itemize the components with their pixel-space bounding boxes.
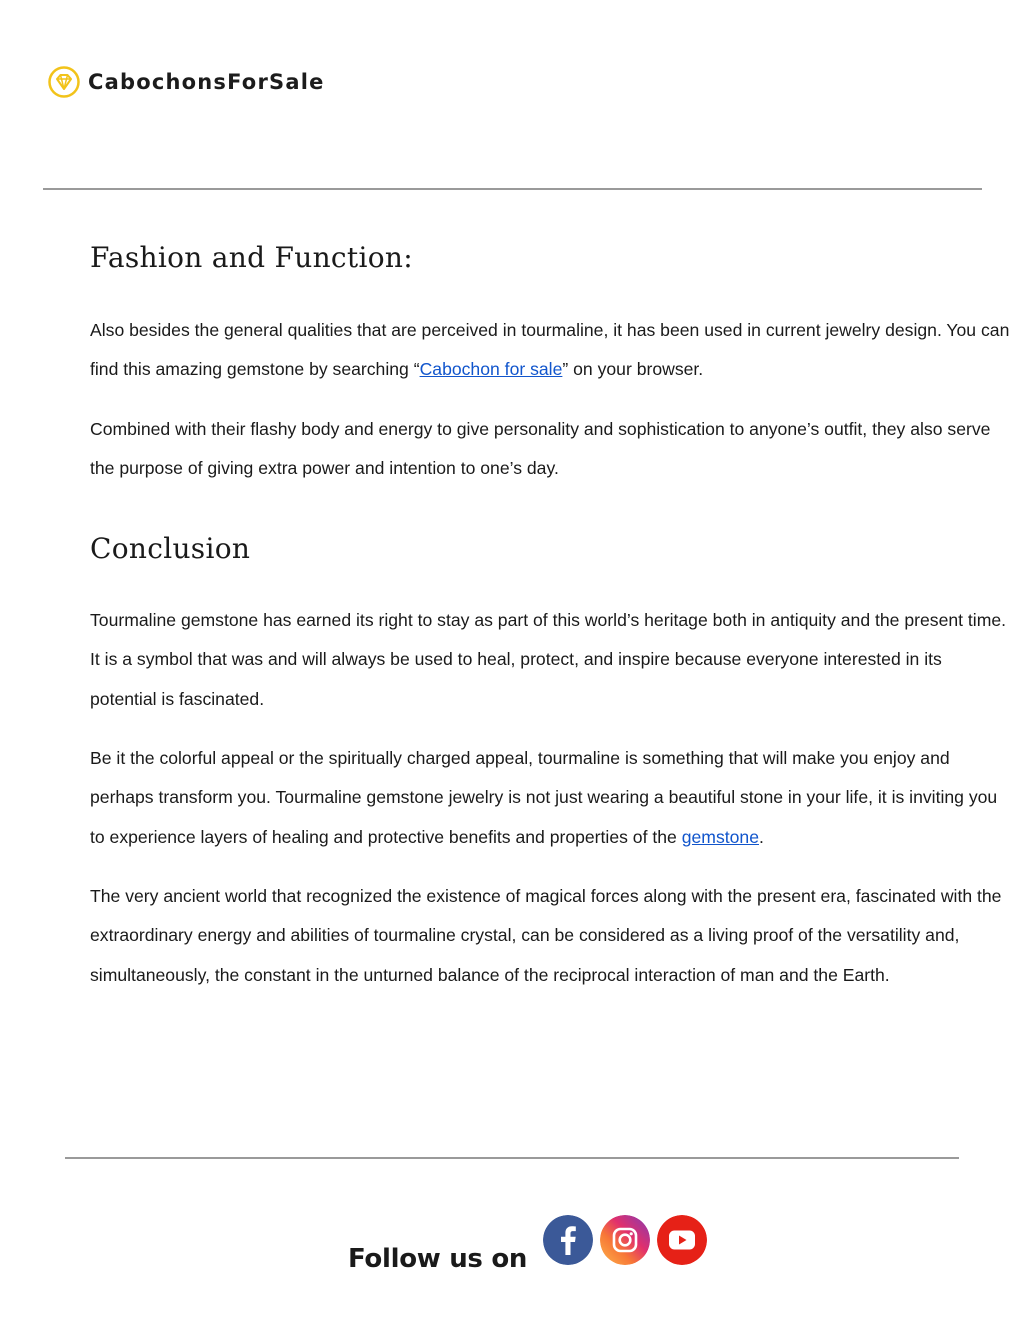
- paragraph-text: ” on your browser.: [562, 359, 704, 380]
- facebook-icon[interactable]: [543, 1215, 593, 1265]
- paragraph: [90, 739, 1010, 857]
- gemstone-link[interactable]: gemstone: [681, 826, 759, 847]
- youtube-icon[interactable]: [657, 1215, 707, 1265]
- brand-logo[interactable]: [48, 66, 325, 98]
- brand-name: CabochonsForSale: [88, 69, 325, 94]
- paragraph-text: .: [758, 826, 764, 847]
- paragraph: The very ancient world that recognized the existence of magical forces along with the present era, fascinated with the extraordinary energy and abilities of tourmaline crystal, can be considered as a living proof of the versatility and, simultaneously, the constant in the unturned balance of the reciprocal interaction of man and the Earth.: [90, 885, 1002, 985]
- paragraph: Tourmaline gemstone has earned its right to stay as part of this world’s heritage both in antiquity and the present time. It is a symbol that was and will always be used to heal, protect, and inspire because everyone interested in its potential is fascinated.: [90, 610, 1007, 709]
- paragraph-text: Be it the colorful appeal or the spiritually charged appeal, tourmaline is something that will make you enjoy and perhaps transform you. Tourmaline gemstone jewelry is not just wearing a beautiful stone in your life, it is inviting you to experience layers of healing and protective benefits and properties of the: [90, 748, 998, 847]
- section-heading-fashion: Fashion and Function:: [90, 241, 413, 274]
- instagram-icon[interactable]: [600, 1215, 650, 1265]
- paragraph-text: Also besides the general qualities that are perceived in tourmaline, it has been used in current jewelry design. You can find this amazing gemstone by searching “: [90, 320, 1010, 380]
- follow-label: Follow us on: [348, 1244, 528, 1274]
- article-body: [90, 230, 1010, 995]
- paragraph: Combined with their flashy body and energy to give personality and sophistication to anyone’s outfit, they also serve the purpose of giving extra power and intention to one’s day.: [90, 418, 991, 478]
- section-heading-conclusion: Conclusion: [90, 532, 251, 566]
- top-divider: [43, 188, 982, 190]
- bottom-divider: [65, 1157, 959, 1159]
- gem-logo-icon: [48, 66, 80, 98]
- follow-us: [348, 1215, 714, 1274]
- cabochon-for-sale-link[interactable]: Cabochon for sale: [419, 359, 563, 380]
- paragraph: [90, 311, 1010, 390]
